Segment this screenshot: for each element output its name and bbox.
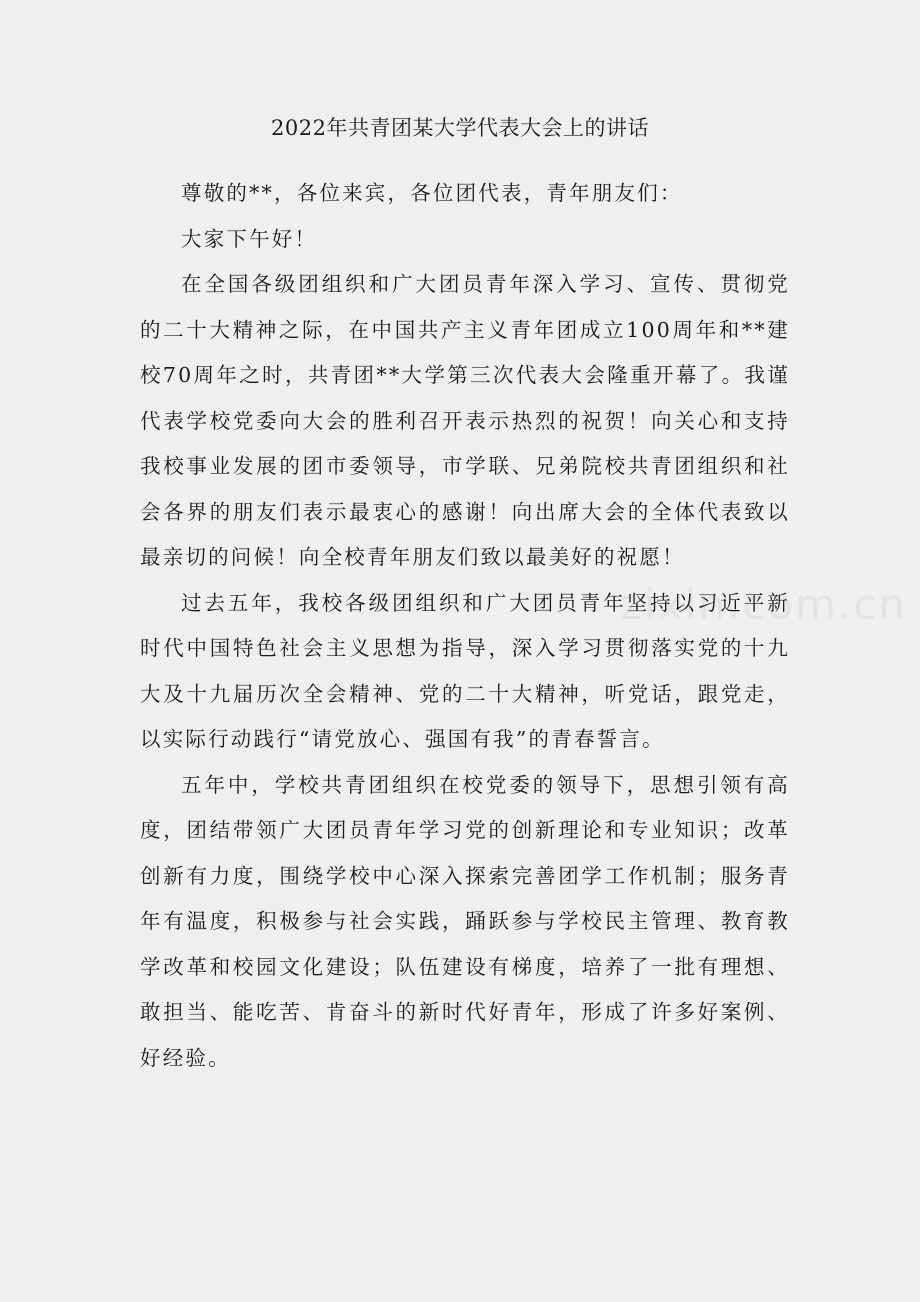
paragraph-achievements: 五年中，学校共青团组织在校党委的领导下，思想引领有高度，团结带领广大团员青年学习党的创新理论和专业知识；改革创新有力度，围绕学校中心深入探索完善团学工作机制；服务青年有温度，积极参与社会实践，踊跃参与学校民主管理、教育教学改革和校园文化建设；队伍建设有梯度，培养了一批有理想、敢担当、能吃苦、肯奋斗的新时代好青年，形成了许多好案例、好经验。 <box>140 772 790 1070</box>
watermark: zixin.com.cn <box>620 580 907 629</box>
greeting: 大家下午好！ <box>181 226 318 251</box>
document-title: 2022年共青团某大学代表大会上的讲话 <box>271 116 649 140</box>
salutation: 尊敬的**，各位来宾，各位团代表，青年朋友们： <box>181 181 683 205</box>
paragraph-past-five-years: 过去五年，我校各级团组织和广大团员青年坚持以习近平新时代中国特色社会主义思想为指导，深入学习贯彻落实党的十九大及十九届历次全会精神、党的二十大精神，听党话，跟党走，以实际行动践行“请党放心、强国有我”的青春誓言。 <box>140 590 790 751</box>
paragraph-opening: 在全国各级团组织和广大团员青年深入学习、宣传、贯彻党的二十大精神之际，在中国共产主义青年团成立100周年和**建校70周年之时，共青团**大学第三次代表大会隆重开幕了。我谨代表学校党委向大会的胜利召开表示热烈的祝贺！向关心和支持我校事业发展的团市委领导，市学联、兄弟院校共青团组织和社会各界的朋友们表示最衷心的感谢！向出席大会的全体代表致以最亲切的问候！向全校青年朋友们致以最美好的祝愿！ <box>140 272 790 569</box>
document-body <box>140 171 790 1081</box>
